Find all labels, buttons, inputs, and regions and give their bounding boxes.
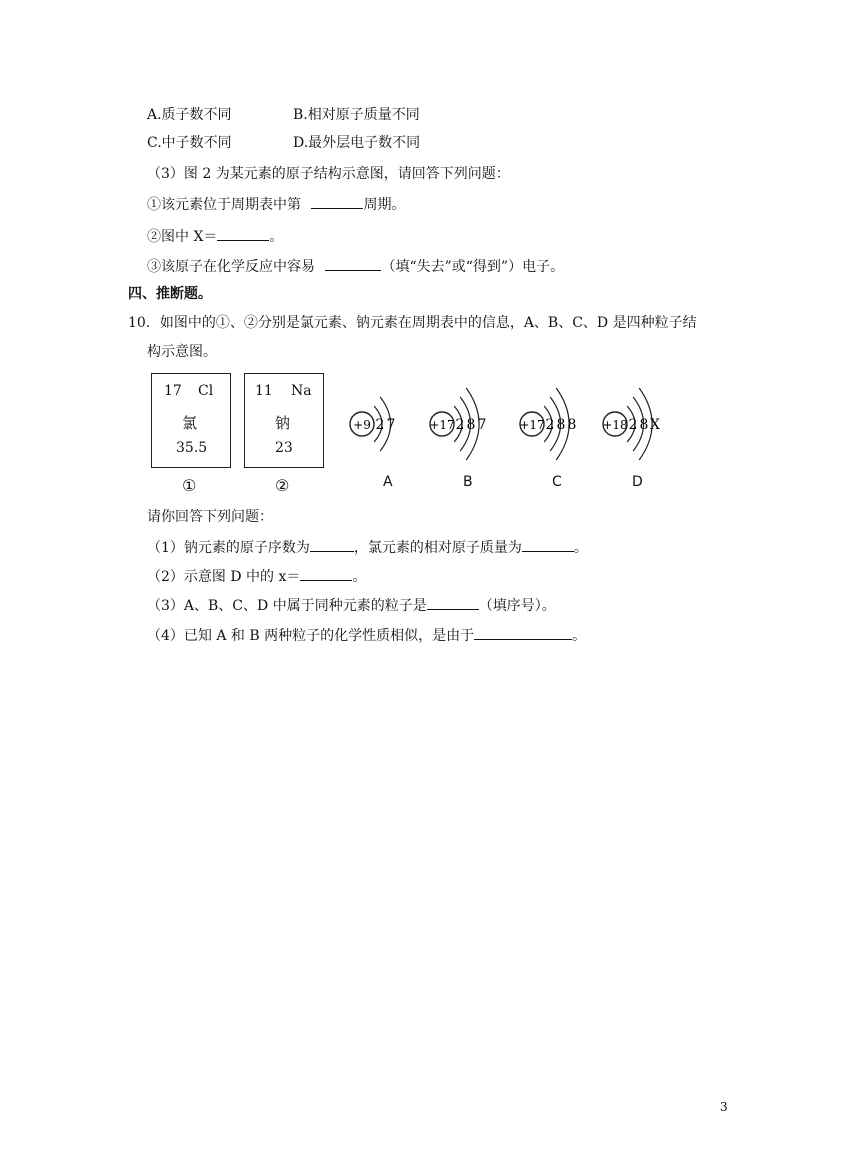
answer-blank[interactable]	[474, 625, 572, 640]
q3-sub1	[147, 194, 405, 215]
shell-electron-count: 2	[545, 417, 555, 433]
answer-blank[interactable]	[310, 537, 354, 552]
atom-label-b: B	[463, 474, 473, 490]
option-d: D.最外层电子数不同	[293, 135, 421, 151]
answer-blank[interactable]	[217, 226, 269, 241]
a3-post: （填序号）。	[478, 598, 556, 614]
q10-line1: 10．如图中的①、②分别是氯元素、钠元素在周期表中的信息，A、B、C、D 是四种粒子结	[128, 315, 697, 331]
a3-pre: （3）A、B、C、D 中属于同种元素的粒子是	[147, 598, 427, 614]
shell-electron-count: X	[650, 417, 660, 433]
atom-label-a: A	[383, 474, 393, 490]
answer-3	[147, 595, 556, 616]
answer-1	[147, 537, 588, 558]
atom-diagram	[519, 388, 576, 460]
atom-diagram	[350, 397, 395, 451]
element-symbol: Cl	[198, 383, 214, 399]
q3-sub3-post: （填“失去”或“得到”）电子。	[381, 259, 565, 275]
q3-sub2	[147, 226, 283, 247]
option-b: B.相对原子质量不同	[293, 107, 420, 123]
option-c: C.中子数不同	[147, 135, 232, 151]
shell-electron-count: 8	[639, 417, 649, 433]
shell-electron-count: 7	[477, 417, 487, 433]
element-cell-chlorine	[151, 373, 231, 468]
nucleus-charge: +18	[602, 418, 628, 432]
q10-line2: 构示意图。	[147, 344, 217, 360]
answer-4	[147, 625, 586, 646]
section-title: 四、推断题。	[128, 286, 212, 302]
atom-label-c: C	[552, 474, 562, 490]
page-number: 3	[720, 1100, 728, 1114]
atomic-number: 11	[255, 383, 273, 399]
q3-sub1-pre: ①该元素位于周期表中第	[147, 197, 301, 213]
answer-2	[147, 566, 366, 587]
element-name: 氯	[182, 414, 198, 432]
shell-electron-count: 2	[455, 417, 465, 433]
element-cell-sodium	[244, 373, 324, 468]
q3-sub3	[147, 256, 564, 277]
nucleus-charge: +17	[519, 418, 545, 432]
a2-pre: （2）示意图 D 中的 x＝	[147, 569, 301, 585]
nucleus-charge: +17	[429, 418, 455, 432]
cell-label: ②	[275, 476, 290, 495]
a4-pre: （4）已知 A 和 B 两种粒子的化学性质相似，是由于	[147, 628, 475, 644]
a1-pre: （1）钠元素的原子序数为	[147, 540, 310, 556]
shell-electron-count: 7	[386, 417, 396, 433]
answer-blank[interactable]	[522, 537, 574, 552]
answer-blank[interactable]	[427, 595, 479, 610]
answer-blank[interactable]	[300, 566, 352, 581]
shell-electron-count: 8	[466, 417, 476, 433]
answers-intro: 请你回答下列问题：	[147, 509, 273, 525]
answer-blank[interactable]	[311, 194, 363, 209]
element-symbol: Na	[291, 383, 312, 399]
atom-diagram	[429, 388, 486, 460]
atom-label-d: D	[632, 474, 643, 490]
q3-sub2-post: 。	[269, 229, 284, 245]
q3-sub1-post: 周期。	[363, 197, 406, 213]
q3-sub3-pre: ③该原子在化学反应中容易	[147, 259, 315, 275]
a1-post: 。	[573, 540, 588, 556]
shell-electron-count: 8	[567, 417, 577, 433]
shell-electron-count: 2	[375, 417, 385, 433]
option-a: A.质子数不同	[147, 107, 232, 123]
atom-diagrams	[340, 368, 700, 468]
atomic-mass: 23	[275, 440, 293, 456]
a2-post: 。	[352, 569, 367, 585]
element-name: 钠	[275, 414, 291, 432]
cell-label: ①	[182, 476, 197, 495]
atomic-number: 17	[164, 383, 182, 399]
atomic-mass: 35.5	[176, 440, 208, 456]
nucleus-charge: +9	[353, 418, 371, 432]
a1-mid: ，氯元素的相对原子质量为	[353, 540, 522, 556]
q3-sub2-pre: ②图中 X＝	[147, 229, 218, 245]
shell-electron-count: 2	[628, 417, 638, 433]
atom-diagram	[602, 388, 660, 460]
q3-intro: （3）图 2 为某元素的原子结构示意图，请回答下列问题：	[147, 166, 510, 182]
answer-blank[interactable]	[325, 256, 381, 271]
a4-post: 。	[572, 628, 587, 644]
shell-electron-count: 8	[556, 417, 566, 433]
